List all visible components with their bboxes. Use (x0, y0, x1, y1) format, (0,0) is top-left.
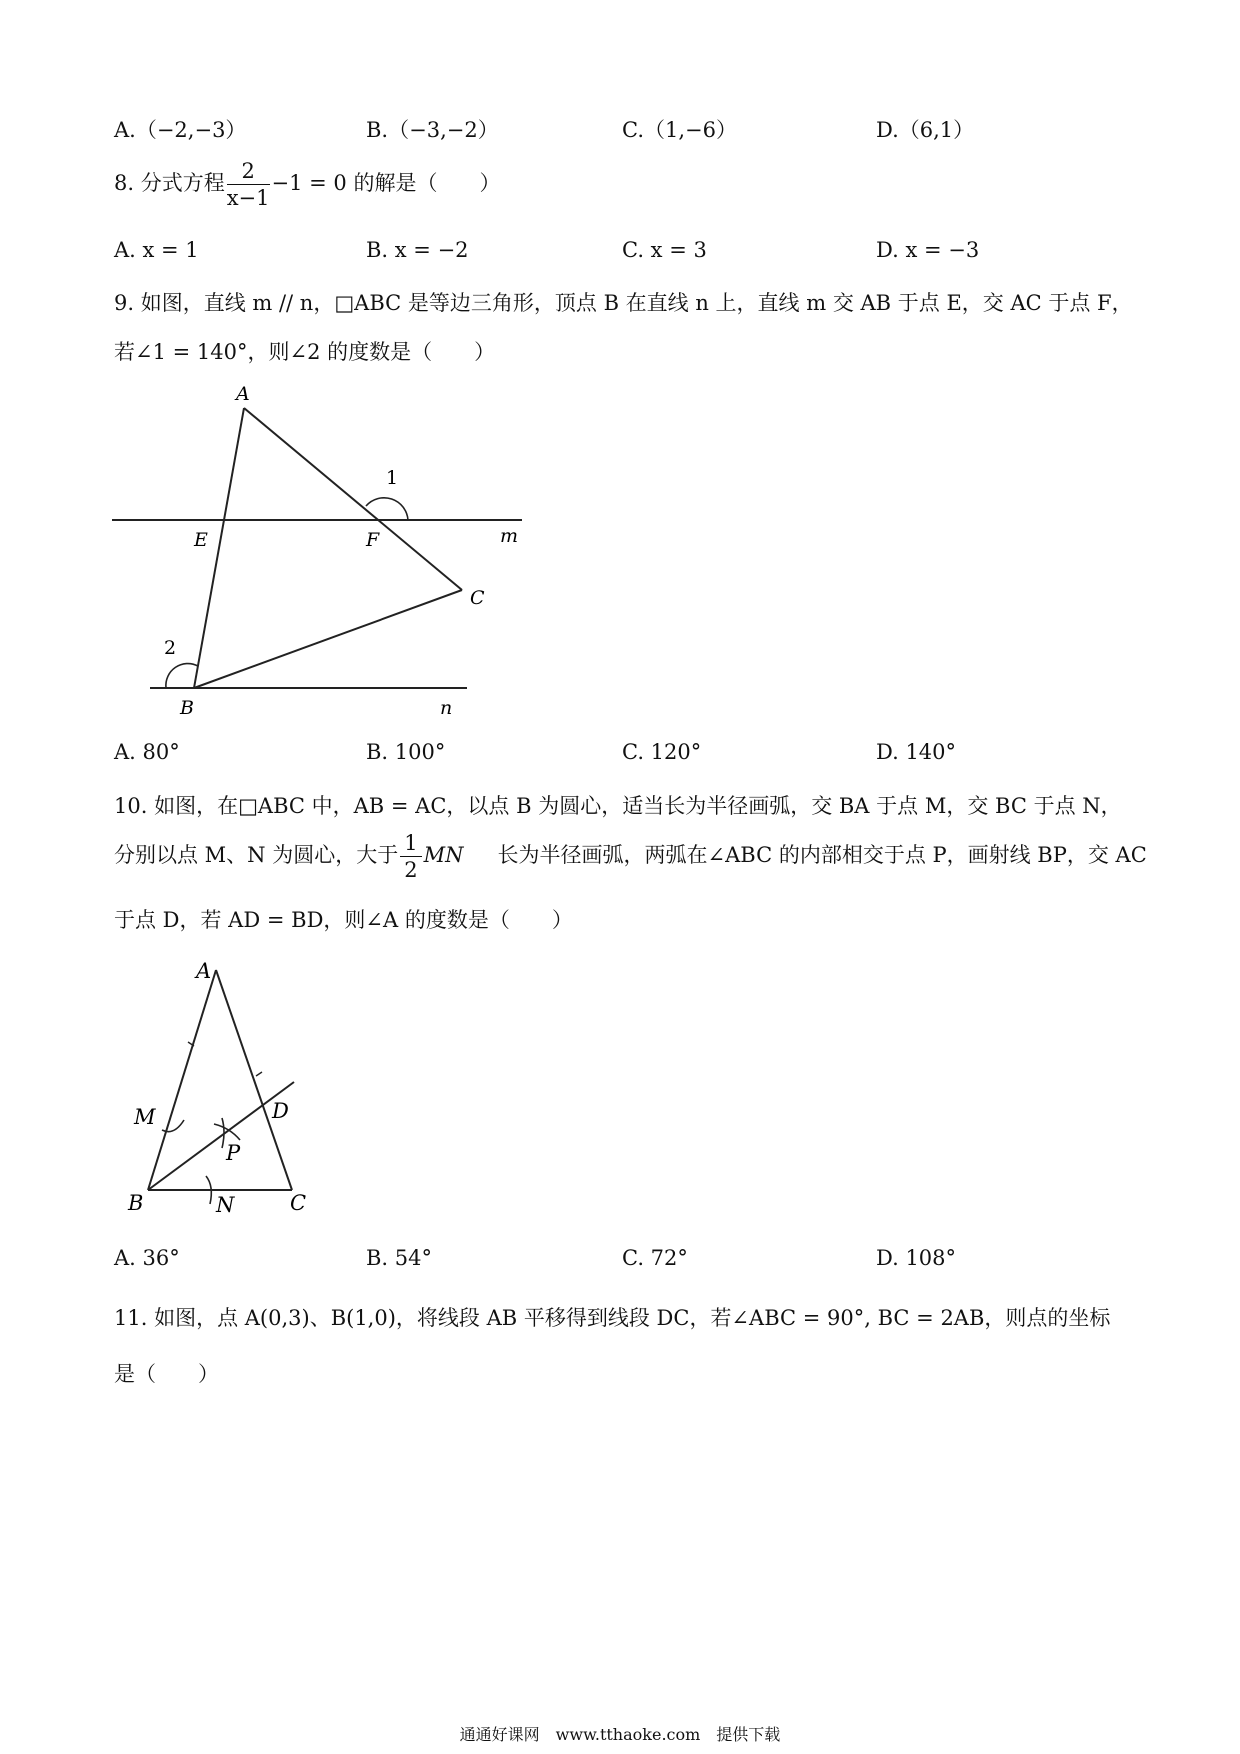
q10-option-b: B. 54° (366, 1246, 433, 1270)
q8-option-a: A. x = 1 (114, 238, 199, 262)
q10-label-a: A (196, 959, 212, 983)
page-footer: 通通好课网 www.tthaoke.com 提供下载 (459, 1725, 781, 1744)
q10-stem-line2 (114, 832, 1147, 881)
q9-angle1-arc (366, 498, 408, 520)
q9-segment-bc (194, 590, 462, 688)
q10-stem-line3: 于点 D，若 AD = BD，则∠A 的度数是（ ） (114, 908, 573, 932)
q10-segment-ab (148, 970, 216, 1190)
q10-frac-den: 2 (404, 858, 418, 883)
q10-option-c: C. 72° (622, 1246, 688, 1270)
q9-label-a: A (236, 383, 250, 405)
q8-prefix: 8. 分式方程 (114, 171, 225, 196)
q10-arc-m (162, 1120, 184, 1132)
q9-figure (100, 370, 530, 725)
q10-label-n: N (216, 1193, 235, 1217)
q9-stem-line2: 若∠1 = 140°，则∠2 的度数是（ ） (114, 340, 496, 364)
q8-fraction (227, 160, 270, 209)
q8-stem (114, 160, 500, 209)
q8-option-b: B. x = −2 (366, 238, 469, 262)
q9-label-f: F (366, 529, 380, 551)
q10-label-b: B (128, 1191, 144, 1215)
q10-option-d: D. 108° (876, 1246, 957, 1270)
q8-option-d: D. x = −3 (876, 238, 980, 262)
q10-mn: MN (423, 843, 464, 868)
q8-suffix: −1 = 0 的解是（ ） (271, 171, 501, 196)
q9-label-angle1: 1 (386, 467, 399, 489)
q10-stem-line1: 10. 如图，在□ABC 中，AB = AC，以点 B 为圆心，适当长为半径画弧，交 BA 于点 M，交 BC 于点 N， (114, 794, 1122, 818)
q9-label-b: B (180, 697, 194, 719)
q7-option-c: C.（1,−6） (622, 118, 737, 142)
q10-label-c: C (290, 1191, 307, 1215)
q10-fraction (400, 832, 421, 881)
q10-line2-suffix: 长为半径画弧，两弧在∠ABC 的内部相交于点 P，画射线 BP，交 AC (497, 843, 1147, 868)
q9-label-n: n (440, 697, 453, 719)
q7-option-a: A.（−2,−3） (114, 118, 247, 142)
q10-label-d: D (272, 1099, 289, 1123)
q7-option-d: D.（6,1） (876, 118, 975, 142)
q10-label-p: P (226, 1141, 241, 1165)
q9-label-m: m (500, 525, 519, 547)
q10-frac-num: 1 (400, 832, 421, 857)
q11-stem-line1: 11. 如图，点 A(0,3)、B(1,0)，将线段 AB 平移得到线段 DC，若∠ABC = 90°, BC = 2AB，则点的坐标 (114, 1306, 1111, 1330)
q7-option-b: B.（−3,−2） (366, 118, 499, 142)
q9-stem-line1: 9. 如图，直线 m // n，□ABC 是等边三角形，顶点 B 在直线 n 上，直线 m 交 AB 于点 E，交 AC 于点 F， (114, 291, 1133, 315)
q9-option-c: C. 120° (622, 740, 702, 764)
q9-segment-ac (244, 408, 462, 590)
q10-figure (120, 950, 320, 1220)
q10-arc-p2 (222, 1118, 224, 1148)
q9-label-e: E (194, 529, 208, 551)
q9-angle2-arc (166, 664, 198, 688)
q10-line2-prefix: 分别以点 M、N 为圆心，大于 (114, 843, 399, 868)
q10-option-a: A. 36° (114, 1246, 180, 1270)
q10-label-m: M (134, 1105, 156, 1129)
q9-label-angle2: 2 (164, 637, 177, 659)
q9-option-d: D. 140° (876, 740, 957, 764)
q9-option-a: A. 80° (114, 740, 180, 764)
q11-stem-line2: 是（ ） (114, 1362, 219, 1386)
q9-option-b: B. 100° (366, 740, 446, 764)
q9-label-c: C (470, 587, 485, 609)
q8-option-c: C. x = 3 (622, 238, 707, 262)
q10-tick-ac (256, 1072, 262, 1076)
q8-frac-num: 2 (227, 160, 270, 185)
q8-frac-den: x−1 (226, 186, 270, 211)
